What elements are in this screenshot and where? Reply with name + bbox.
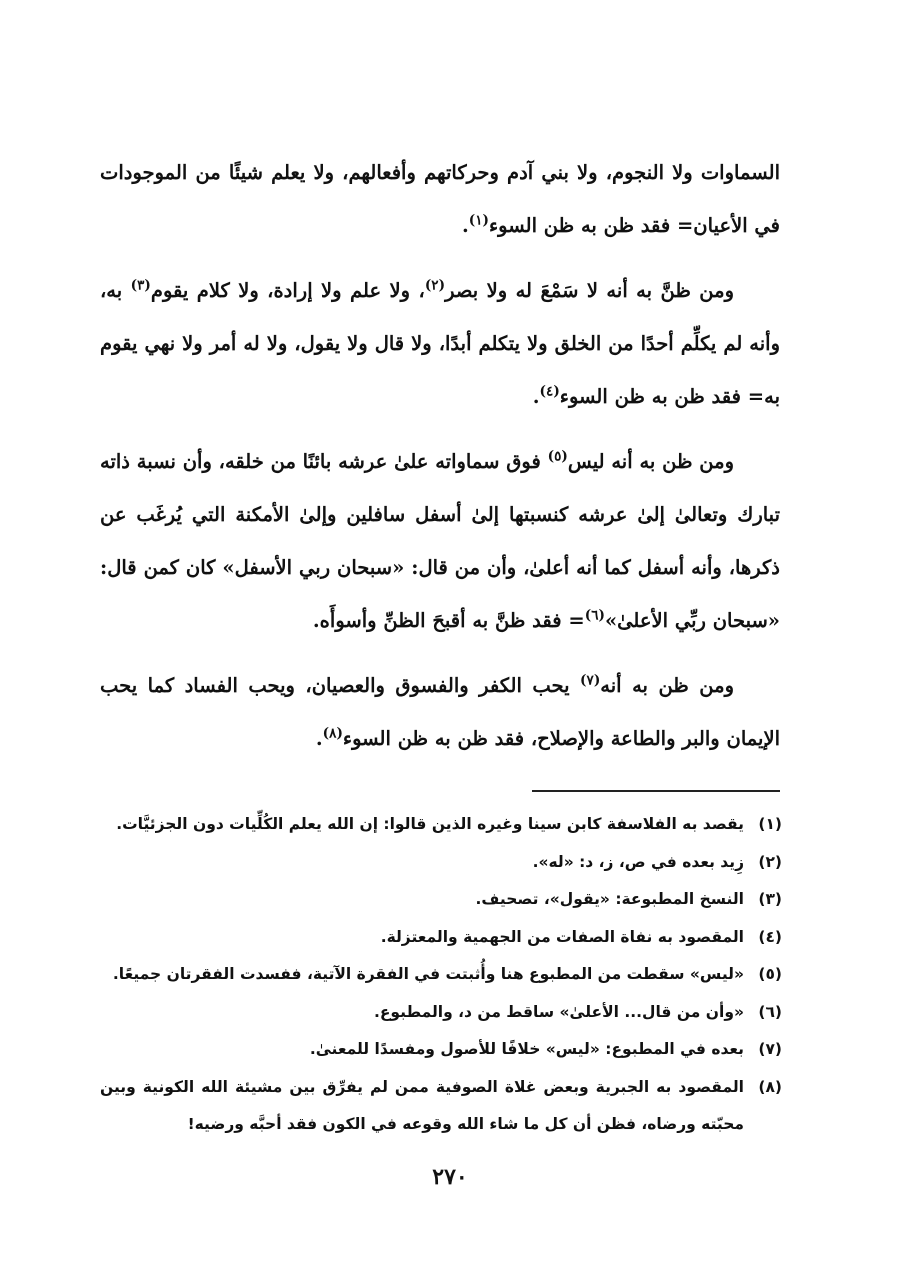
paragraph-2 <box>100 264 780 423</box>
footnote-number: (٤) <box>758 927 782 946</box>
footnote-number: (٢) <box>758 852 782 871</box>
footnote-marker-6[interactable]: (٦) <box>584 607 605 624</box>
footnote-1 <box>100 806 782 844</box>
paragraph-3 <box>100 435 780 647</box>
footnote-2 <box>100 844 782 882</box>
paragraph-4 <box>100 659 780 765</box>
footnote-number: (٨) <box>758 1077 782 1096</box>
footnote-number: (٦) <box>758 1002 782 1021</box>
footnote-4 <box>100 919 782 957</box>
footnote-marker-8[interactable]: (٨) <box>322 725 343 742</box>
footnote-marker-5[interactable]: (٥) <box>547 448 568 465</box>
paragraph-4-text-b: يحب الكفر والفسوق والعصيان، ويحب الفساد كما يحب الإيمان والبر والطاعة والإصلاح، فقد ظن به ظن السوء <box>100 674 780 750</box>
footnote-3 <box>100 881 782 919</box>
footnote-text: زِيد بعده في ص، ز، د: «له». <box>532 852 744 871</box>
paragraph-2-end: . <box>532 385 540 408</box>
footnote-number: (١) <box>758 815 782 833</box>
page-number: ٢٧٠ <box>432 1164 468 1190</box>
paragraph-3-text-a: ومن ظن به أنه ليس <box>567 450 734 473</box>
paragraph-1-end: . <box>461 214 469 237</box>
footnote-marker-1[interactable]: (١) <box>468 212 489 229</box>
paragraph-1-text: السماوات ولا النجوم، ولا بني آدم وحركاتهم وأفعالهم، ولا يعلم شيئًا من الموجودات في الأعيان= فقد ظن به ظن السوء <box>100 161 780 237</box>
paragraph-4-end: . <box>315 727 323 750</box>
footnote-marker-2[interactable]: (٢) <box>424 277 446 294</box>
paragraph-2-text-a: ومن ظنَّ به أنه لا سَمْعَ له ولا بصر <box>445 279 735 302</box>
footnote-divider <box>532 790 780 792</box>
paragraph-3-text-b: فوق سماواته علىٰ عرشه بائنًا من خلقه، وأن نسبة ذاته تبارك وتعالىٰ إلىٰ عرشه كنسبتها إلىٰ أسفل سافلين وإلىٰ الأمكنة التي يُرغَب عن ذكرها، وأنه أسفل كما أنه أعلىٰ، وأن من قال: «سبحان ربي الأسفل» كان كمن قال: «سبحان ربِّي الأعلىٰ» <box>100 450 780 632</box>
footnote-text: النسخ المطبوعة: «يقول»، تصحيف. <box>475 890 744 908</box>
main-text <box>100 146 780 777</box>
footnote-text: المقصود به الجبرية وبعض غلاة الصوفية ممن لم يفرِّق بين مشيئة الله الكونية وبين محبّته ورضاه، فظن أن كل ما شاء الله وقوعه في الكون فقد أحبَّه ورضيه! <box>100 1077 744 1133</box>
footnote-marker-3[interactable]: (٣) <box>130 277 151 294</box>
footnote-number: (٧) <box>758 1040 782 1058</box>
footnote-text: بعده في المطبوع: «ليس» خلافًا للأصول ومفسدًا للمعنىٰ. <box>309 1040 744 1058</box>
footnote-number: (٣) <box>758 890 782 908</box>
paragraph-1 <box>100 146 780 252</box>
paragraph-2-text-b: ، ولا علم ولا إرادة، ولا كلام يقوم <box>150 279 425 302</box>
footnote-text: يقصد به الفلاسفة كابن سينا وغيره الذين قالوا: إن الله يعلم الكُلِّيات دون الجزئيَّات. <box>116 815 744 833</box>
paragraph-3-text-c: = فقد ظنَّ به أقبحَ الظنِّ وأسوأَه. <box>312 609 585 632</box>
paragraph-4-text-a: ومن ظن به أنه <box>600 674 734 697</box>
footnote-text: «وأن من قال... الأعلىٰ» ساقط من د، والمطبوع. <box>373 1002 744 1021</box>
footnote-number: (٥) <box>758 965 782 983</box>
footnote-text: المقصود به نفاة الصفات من الجهمية والمعتزلة. <box>380 927 744 946</box>
footnotes <box>100 806 782 1144</box>
footnote-text: «ليس» سقطت من المطبوع هنا وأُثبتت في الفقرة الآتية، ففسدت الفقرتان جميعًا. <box>112 965 744 983</box>
footnote-6 <box>100 994 782 1032</box>
footnote-marker-7[interactable]: (٧) <box>580 672 601 689</box>
footnote-7 <box>100 1031 782 1069</box>
footnote-5 <box>100 956 782 994</box>
footnote-marker-4[interactable]: (٤) <box>539 383 560 400</box>
footnote-8 <box>100 1069 782 1144</box>
paragraph-2-text-c: به، وأنه لم يكلِّم أحدًا من الخلق ولا يتكلم أبدًا، ولا قال ولا يقول، ولا له أمر ولا نهي يقوم به= فقد ظن به ظن السوء <box>100 279 780 408</box>
